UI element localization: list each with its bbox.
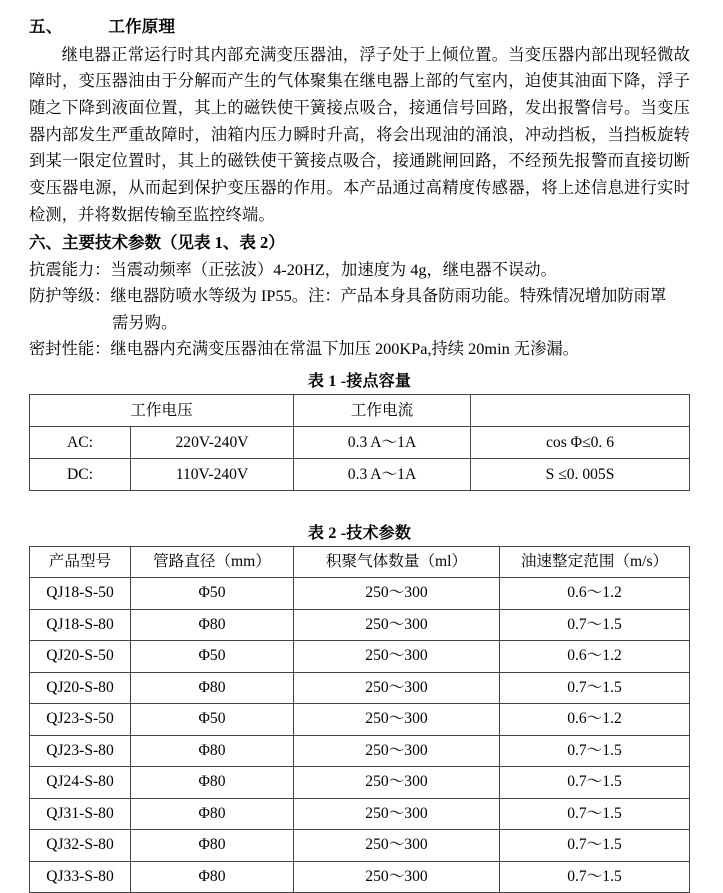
table-1-row-1-voltage: 110V-240V [131,458,294,490]
table-1-contact-capacity [29,394,690,491]
section-5-paragraph: 继电器正常运行时其内部充满变压器油，浮子处于上倾位置。当变压器内部出现轻微故障时，变压器油由于分解而产生的气体聚集在继电器上部的气室内，迫使其油面下降，浮子随之下降到液面位置，其上的磁铁使干簧接点吸合，接通信号回路，发出报警信号。当变压器内部发生严重故障时，油箱内压力瞬时升高，将会出现油的涌浪，冲动挡板，当挡板旋转到某一限定位置时，其上的磁铁使干簧接点吸合，接通跳闸回路，不经预先报警而直接切断变压器电源，从而起到保护变压器的作用。本产品通过高精度传感器，将上述信息进行实时检测，并将数据传输至监控终端。 [29,42,690,229]
table-2-row-8-model: QJ32-S-80 [30,830,131,862]
table-2-row-2-oilspeed: 0.6～1.2 [500,641,690,673]
table-1-row-1-type: DC: [30,458,131,490]
table-row [30,735,690,767]
table-2-row-3-model: QJ20-S-80 [30,672,131,704]
table-1-caption: 表 1 -接点容量 [29,368,690,391]
table-2-row-7-gas: 250～300 [294,798,500,830]
table-2-header-gas: 积聚气体数量（ml） [294,546,500,578]
table-1-row-0-extra: cos Φ≤0. 6 [471,426,690,458]
table-2-row-4-oilspeed: 0.6～1.2 [500,704,690,736]
table-2-row-0-oilspeed: 0.6～1.2 [500,578,690,610]
table-2-row-1-model: QJ18-S-80 [30,609,131,641]
table-row [30,426,690,458]
table-2-row-0-diameter: Φ50 [131,578,294,610]
table-2-row-4-diameter: Φ50 [131,704,294,736]
table-2-row-6-gas: 250～300 [294,767,500,799]
table-row [30,609,690,641]
table-2-header-model: 产品型号 [30,546,131,578]
table-2-caption: 表 2 -技术参数 [29,520,690,543]
table-2-row-5-gas: 250～300 [294,735,500,767]
table-2-row-9-gas: 250～300 [294,861,500,893]
table-2-row-5-model: QJ23-S-80 [30,735,131,767]
table-2-technical-parameters [29,546,690,893]
table-2-row-5-diameter: Φ80 [131,735,294,767]
section-5-number: 五、 [29,17,62,36]
table-2-row-0-gas: 250～300 [294,578,500,610]
table-2-row-4-gas: 250～300 [294,704,500,736]
table-row [30,578,690,610]
table-2-row-3-oilspeed: 0.7～1.5 [500,672,690,704]
spec-line-protection: 防护等级：继电器防喷水等级为 IP55。注：产品本身具备防雨功能。特殊情况增加防雨罩 [29,283,690,309]
table-2-row-7-diameter: Φ80 [131,798,294,830]
section-5-title: 工作原理 [108,17,175,36]
table-2-row-8-diameter: Φ80 [131,830,294,862]
table-1-row-0-type: AC: [30,426,131,458]
table-2-row-9-oilspeed: 0.7～1.5 [500,861,690,893]
table-2-header-diameter: 管路直径（mm） [131,546,294,578]
table-2-row-4-model: QJ23-S-50 [30,704,131,736]
table-1-row-0-voltage: 220V-240V [131,426,294,458]
table-2-row-3-gas: 250～300 [294,672,500,704]
table-row [30,672,690,704]
spec-line-sealing: 密封性能：继电器内充满变压器油在常温下加压 200KPa,持续 20min 无渗漏。 [29,336,690,362]
table-1-row-0-current: 0.3 A～1A [294,426,471,458]
table-row [30,798,690,830]
table-2-row-7-model: QJ31-S-80 [30,798,131,830]
table-2-row-0-model: QJ18-S-50 [30,578,131,610]
table-2-row-6-model: QJ24-S-80 [30,767,131,799]
table-2-row-2-gas: 250～300 [294,641,500,673]
table-2-row-1-diameter: Φ80 [131,609,294,641]
table-row [30,546,690,578]
table-2-row-9-diameter: Φ80 [131,861,294,893]
table-row [30,830,690,862]
table-2-row-2-diameter: Φ50 [131,641,294,673]
table-row [30,458,690,490]
table-1-row-1-extra: S ≤0. 005S [471,458,690,490]
table-1-row-1-current: 0.3 A～1A [294,458,471,490]
table-2-row-6-oilspeed: 0.7～1.5 [500,767,690,799]
table-2-row-9-model: QJ33-S-80 [30,861,131,893]
table-1-header-current: 工作电流 [294,394,471,426]
table-2-row-8-oilspeed: 0.7～1.5 [500,830,690,862]
section-5-heading [29,14,690,40]
table-row [30,394,690,426]
table-2-row-6-diameter: Φ80 [131,767,294,799]
table-2-row-3-diameter: Φ80 [131,672,294,704]
table-row [30,767,690,799]
spec-line-protection-cont: 需另购。 [29,310,690,336]
table-2-header-oilspeed: 油速整定范围（m/s） [500,546,690,578]
table-2-row-7-oilspeed: 0.7～1.5 [500,798,690,830]
table-2-row-1-oilspeed: 0.7～1.5 [500,609,690,641]
section-6-heading: 六、主要技术参数（见表 1、表 2） [29,228,690,256]
table-row [30,641,690,673]
table-2-row-2-model: QJ20-S-50 [30,641,131,673]
table-1-header-blank [471,394,690,426]
spec-line-vibration: 抗震能力：当震动频率（正弦波）4-20HZ，加速度为 4g，继电器不误动。 [29,257,690,283]
table-row [30,861,690,893]
table-row [30,704,690,736]
table-2-row-8-gas: 250～300 [294,830,500,862]
table-2-row-1-gas: 250～300 [294,609,500,641]
table-gap-spacer [29,491,690,515]
table-1-header-voltage: 工作电压 [30,394,294,426]
table-2-row-5-oilspeed: 0.7～1.5 [500,735,690,767]
